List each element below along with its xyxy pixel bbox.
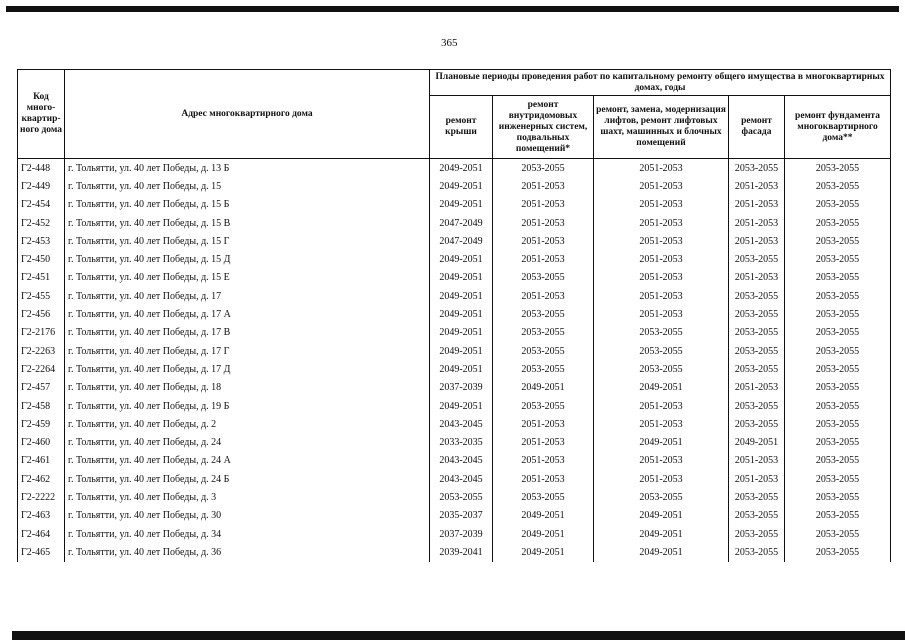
cell-roof: 2043-2045 <box>430 415 493 433</box>
table-row <box>18 507 891 525</box>
cell-code: Г2-451 <box>18 269 65 287</box>
cell-code: Г2-462 <box>18 470 65 488</box>
cell-roof: 2049-2051 <box>430 250 493 268</box>
cell-systems: 2049-2051 <box>493 507 594 525</box>
cell-facade: 2053-2055 <box>729 415 785 433</box>
cell-lifts: 2051-2053 <box>594 214 729 232</box>
cell-roof: 2053-2055 <box>430 488 493 506</box>
cell-systems: 2051-2053 <box>493 433 594 451</box>
header-address: Адрес многоквартирного дома <box>65 70 430 159</box>
cell-foundation: 2053-2055 <box>785 196 891 214</box>
cell-address: г. Тольятти, ул. 40 лет Победы, д. 17 <box>65 287 430 305</box>
cell-foundation: 2053-2055 <box>785 250 891 268</box>
cell-roof: 2049-2051 <box>430 159 493 178</box>
cell-roof: 2035-2037 <box>430 507 493 525</box>
cell-address: г. Тольятти, ул. 40 лет Победы, д. 24 <box>65 433 430 451</box>
cell-code: Г2-459 <box>18 415 65 433</box>
cell-foundation: 2053-2055 <box>785 488 891 506</box>
cell-lifts: 2053-2055 <box>594 342 729 360</box>
cell-foundation: 2053-2055 <box>785 397 891 415</box>
header-lifts: ремонт, замена, модернизация лифтов, ремонт лифтовых шахт, машинных и блочных помещений <box>594 96 729 159</box>
table-row <box>18 177 891 195</box>
table-row <box>18 452 891 470</box>
cell-code: Г2-448 <box>18 159 65 178</box>
cell-lifts: 2051-2053 <box>594 177 729 195</box>
table-row <box>18 433 891 451</box>
cell-systems: 2051-2053 <box>493 452 594 470</box>
cell-lifts: 2051-2053 <box>594 452 729 470</box>
cell-lifts: 2053-2055 <box>594 324 729 342</box>
cell-foundation: 2053-2055 <box>785 433 891 451</box>
cell-systems: 2053-2055 <box>493 269 594 287</box>
cell-code: Г2-457 <box>18 379 65 397</box>
table-row <box>18 488 891 506</box>
cell-facade: 2053-2055 <box>729 324 785 342</box>
cell-address: г. Тольятти, ул. 40 лет Победы, д. 15 <box>65 177 430 195</box>
cell-roof: 2037-2039 <box>430 379 493 397</box>
cell-lifts: 2051-2053 <box>594 269 729 287</box>
cell-systems: 2049-2051 <box>493 379 594 397</box>
table-row <box>18 379 891 397</box>
cell-address: г. Тольятти, ул. 40 лет Победы, д. 17 В <box>65 324 430 342</box>
bottom-page-rule <box>12 631 905 640</box>
cell-lifts: 2051-2053 <box>594 232 729 250</box>
cell-foundation: 2053-2055 <box>785 470 891 488</box>
table-row <box>18 232 891 250</box>
cell-facade: 2053-2055 <box>729 543 785 561</box>
cell-facade: 2053-2055 <box>729 397 785 415</box>
cell-address: г. Тольятти, ул. 40 лет Победы, д. 15 В <box>65 214 430 232</box>
top-page-rule <box>6 6 899 12</box>
cell-address: г. Тольятти, ул. 40 лет Победы, д. 15 Б <box>65 196 430 214</box>
repair-schedule-table <box>17 69 891 562</box>
cell-code: Г2-460 <box>18 433 65 451</box>
cell-systems: 2053-2055 <box>493 488 594 506</box>
cell-roof: 2049-2051 <box>430 196 493 214</box>
table-row <box>18 324 891 342</box>
cell-address: г. Тольятти, ул. 40 лет Победы, д. 17 Г <box>65 342 430 360</box>
cell-roof: 2043-2045 <box>430 452 493 470</box>
cell-roof: 2049-2051 <box>430 305 493 323</box>
cell-foundation: 2053-2055 <box>785 214 891 232</box>
cell-code: Г2-455 <box>18 287 65 305</box>
cell-systems: 2053-2055 <box>493 305 594 323</box>
cell-foundation: 2053-2055 <box>785 525 891 543</box>
cell-lifts: 2051-2053 <box>594 159 729 178</box>
cell-code: Г2-453 <box>18 232 65 250</box>
cell-code: Г2-449 <box>18 177 65 195</box>
cell-code: Г2-456 <box>18 305 65 323</box>
cell-code: Г2-452 <box>18 214 65 232</box>
cell-lifts: 2049-2051 <box>594 525 729 543</box>
header-code: Код много-квартир-ного дома <box>18 70 65 159</box>
table-row <box>18 342 891 360</box>
cell-roof: 2049-2051 <box>430 324 493 342</box>
table-row <box>18 470 891 488</box>
cell-facade: 2051-2053 <box>729 379 785 397</box>
cell-address: г. Тольятти, ул. 40 лет Победы, д. 15 Г <box>65 232 430 250</box>
cell-systems: 2053-2055 <box>493 342 594 360</box>
cell-lifts: 2049-2051 <box>594 507 729 525</box>
cell-address: г. Тольятти, ул. 40 лет Победы, д. 18 <box>65 379 430 397</box>
cell-lifts: 2051-2053 <box>594 470 729 488</box>
header-facade: ремонт фасада <box>729 96 785 159</box>
cell-facade: 2053-2055 <box>729 507 785 525</box>
cell-systems: 2051-2053 <box>493 287 594 305</box>
cell-systems: 2049-2051 <box>493 525 594 543</box>
cell-code: Г2-458 <box>18 397 65 415</box>
table-body <box>18 159 891 562</box>
cell-lifts: 2051-2053 <box>594 287 729 305</box>
cell-address: г. Тольятти, ул. 40 лет Победы, д. 19 Б <box>65 397 430 415</box>
cell-lifts: 2051-2053 <box>594 305 729 323</box>
cell-code: Г2-465 <box>18 543 65 561</box>
cell-address: г. Тольятти, ул. 40 лет Победы, д. 17 А <box>65 305 430 323</box>
table-row <box>18 525 891 543</box>
cell-code: Г2-2263 <box>18 342 65 360</box>
cell-facade: 2053-2055 <box>729 488 785 506</box>
header-roof: ремонт крыши <box>430 96 493 159</box>
cell-systems: 2051-2053 <box>493 177 594 195</box>
cell-address: г. Тольятти, ул. 40 лет Победы, д. 30 <box>65 507 430 525</box>
cell-lifts: 2051-2053 <box>594 415 729 433</box>
cell-systems: 2053-2055 <box>493 159 594 178</box>
cell-foundation: 2053-2055 <box>785 159 891 178</box>
cell-foundation: 2053-2055 <box>785 177 891 195</box>
cell-facade: 2053-2055 <box>729 250 785 268</box>
cell-code: Г2-2264 <box>18 360 65 378</box>
cell-foundation: 2053-2055 <box>785 232 891 250</box>
cell-roof: 2049-2051 <box>430 360 493 378</box>
cell-address: г. Тольятти, ул. 40 лет Победы, д. 3 <box>65 488 430 506</box>
table-row <box>18 214 891 232</box>
cell-foundation: 2053-2055 <box>785 342 891 360</box>
cell-facade: 2053-2055 <box>729 342 785 360</box>
cell-facade: 2049-2051 <box>729 433 785 451</box>
cell-foundation: 2053-2055 <box>785 305 891 323</box>
cell-roof: 2049-2051 <box>430 397 493 415</box>
table-row <box>18 250 891 268</box>
table-row <box>18 305 891 323</box>
page-number: 365 <box>441 37 458 49</box>
cell-code: Г2-454 <box>18 196 65 214</box>
cell-lifts: 2051-2053 <box>594 196 729 214</box>
table-row <box>18 543 891 561</box>
cell-code: Г2-464 <box>18 525 65 543</box>
cell-facade: 2051-2053 <box>729 214 785 232</box>
cell-address: г. Тольятти, ул. 40 лет Победы, д. 15 Д <box>65 250 430 268</box>
cell-roof: 2039-2041 <box>430 543 493 561</box>
cell-facade: 2051-2053 <box>729 177 785 195</box>
table-row <box>18 159 891 178</box>
cell-facade: 2053-2055 <box>729 305 785 323</box>
cell-lifts: 2053-2055 <box>594 488 729 506</box>
cell-facade: 2053-2055 <box>729 159 785 178</box>
cell-systems: 2051-2053 <box>493 470 594 488</box>
cell-foundation: 2053-2055 <box>785 287 891 305</box>
table-row <box>18 287 891 305</box>
cell-code: Г2-2176 <box>18 324 65 342</box>
cell-facade: 2053-2055 <box>729 360 785 378</box>
cell-lifts: 2049-2051 <box>594 543 729 561</box>
cell-roof: 2043-2045 <box>430 470 493 488</box>
cell-roof: 2033-2035 <box>430 433 493 451</box>
cell-roof: 2049-2051 <box>430 269 493 287</box>
cell-address: г. Тольятти, ул. 40 лет Победы, д. 17 Д <box>65 360 430 378</box>
table-row <box>18 397 891 415</box>
cell-lifts: 2053-2055 <box>594 360 729 378</box>
cell-address: г. Тольятти, ул. 40 лет Победы, д. 24 Б <box>65 470 430 488</box>
cell-facade: 2051-2053 <box>729 470 785 488</box>
cell-address: г. Тольятти, ул. 40 лет Победы, д. 15 Е <box>65 269 430 287</box>
cell-lifts: 2049-2051 <box>594 379 729 397</box>
cell-roof: 2049-2051 <box>430 287 493 305</box>
cell-systems: 2051-2053 <box>493 415 594 433</box>
cell-address: г. Тольятти, ул. 40 лет Победы, д. 24 А <box>65 452 430 470</box>
cell-foundation: 2053-2055 <box>785 324 891 342</box>
header-group: Плановые периоды проведения работ по капитальному ремонту общего имущества в многоквартирных домах, годы <box>430 70 891 96</box>
cell-foundation: 2053-2055 <box>785 269 891 287</box>
table-row <box>18 415 891 433</box>
cell-address: г. Тольятти, ул. 40 лет Победы, д. 2 <box>65 415 430 433</box>
cell-systems: 2051-2053 <box>493 196 594 214</box>
cell-foundation: 2053-2055 <box>785 360 891 378</box>
table-row <box>18 196 891 214</box>
header-systems: ремонт внутридомовых инженерных систем, подвальных помещений* <box>493 96 594 159</box>
cell-systems: 2051-2053 <box>493 232 594 250</box>
cell-address: г. Тольятти, ул. 40 лет Победы, д. 13 Б <box>65 159 430 178</box>
cell-address: г. Тольятти, ул. 40 лет Победы, д. 36 <box>65 543 430 561</box>
cell-roof: 2047-2049 <box>430 214 493 232</box>
cell-systems: 2051-2053 <box>493 214 594 232</box>
cell-foundation: 2053-2055 <box>785 379 891 397</box>
cell-foundation: 2053-2055 <box>785 415 891 433</box>
cell-systems: 2051-2053 <box>493 250 594 268</box>
cell-systems: 2053-2055 <box>493 397 594 415</box>
cell-lifts: 2051-2053 <box>594 397 729 415</box>
cell-facade: 2053-2055 <box>729 287 785 305</box>
header-foundation: ремонт фундамента многоквартирного дома** <box>785 96 891 159</box>
cell-foundation: 2053-2055 <box>785 543 891 561</box>
cell-code: Г2-463 <box>18 507 65 525</box>
cell-address: г. Тольятти, ул. 40 лет Победы, д. 34 <box>65 525 430 543</box>
cell-lifts: 2049-2051 <box>594 433 729 451</box>
cell-facade: 2051-2053 <box>729 196 785 214</box>
cell-roof: 2049-2051 <box>430 177 493 195</box>
cell-code: Г2-450 <box>18 250 65 268</box>
table-row <box>18 269 891 287</box>
cell-lifts: 2051-2053 <box>594 250 729 268</box>
cell-foundation: 2053-2055 <box>785 452 891 470</box>
cell-roof: 2037-2039 <box>430 525 493 543</box>
cell-facade: 2053-2055 <box>729 525 785 543</box>
cell-facade: 2051-2053 <box>729 269 785 287</box>
cell-code: Г2-2222 <box>18 488 65 506</box>
cell-facade: 2051-2053 <box>729 232 785 250</box>
cell-code: Г2-461 <box>18 452 65 470</box>
cell-systems: 2049-2051 <box>493 543 594 561</box>
cell-facade: 2051-2053 <box>729 452 785 470</box>
cell-systems: 2053-2055 <box>493 324 594 342</box>
cell-systems: 2053-2055 <box>493 360 594 378</box>
cell-roof: 2049-2051 <box>430 342 493 360</box>
cell-roof: 2047-2049 <box>430 232 493 250</box>
cell-foundation: 2053-2055 <box>785 507 891 525</box>
table-row <box>18 360 891 378</box>
